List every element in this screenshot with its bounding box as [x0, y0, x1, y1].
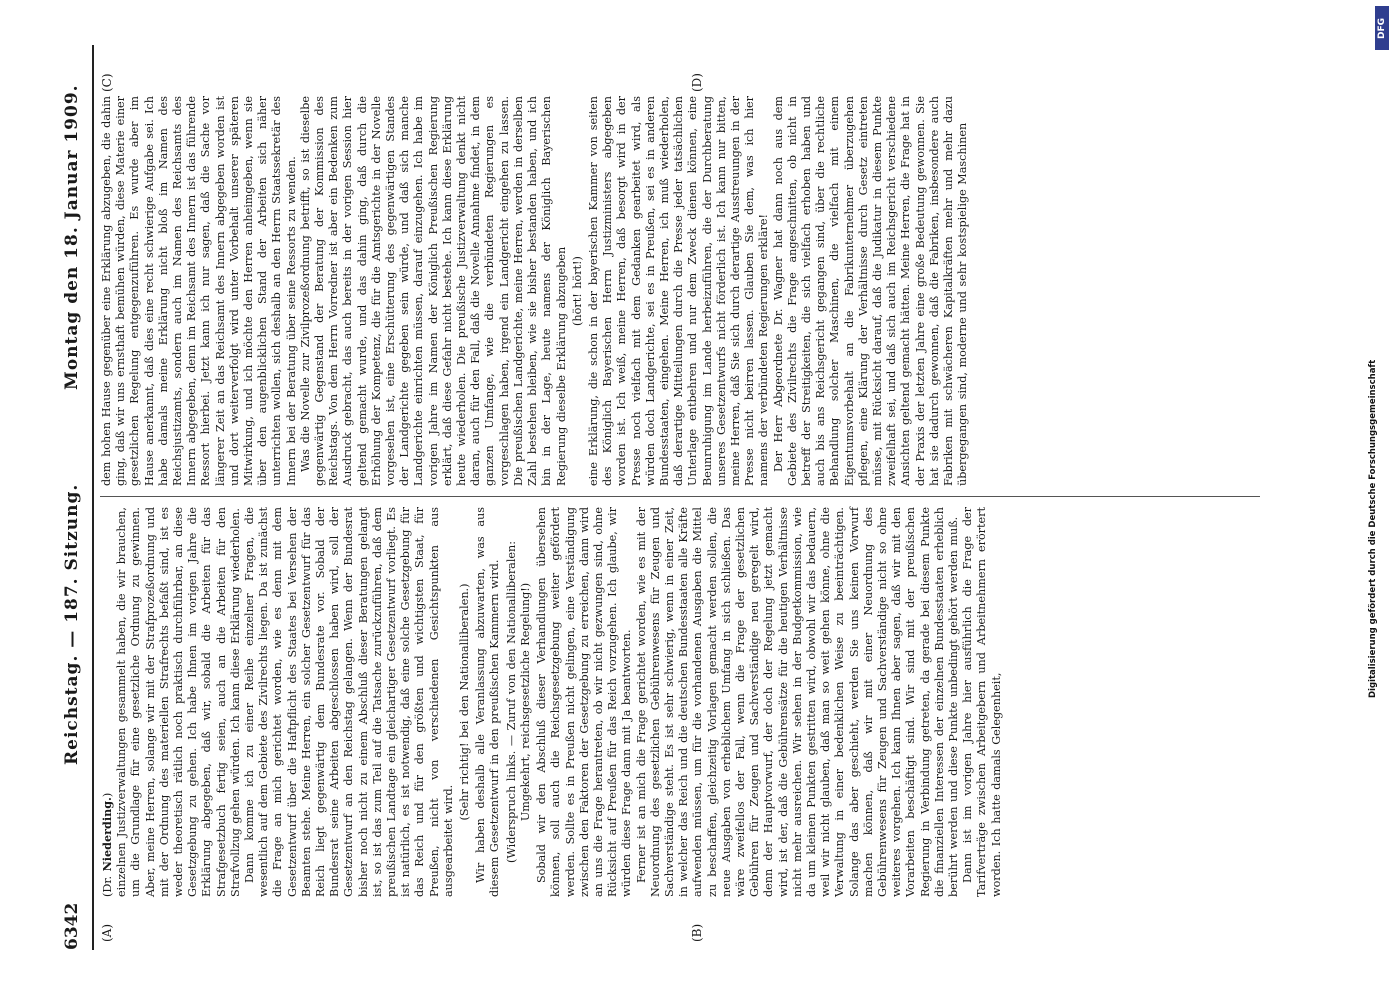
margin-marker-c: (C) [100, 73, 114, 92]
left-column [100, 507, 1360, 897]
margin-marker-d: (D) [690, 73, 704, 92]
paragraph: eine Erklärung, die schon in der bayerischen Kammer von seiten des Königlich Bayerischen Herrn Justizministers abgegeben worden ist. Ich weiß, meine Herren, daß besorgt wird in der Presse noch vielfach mit dem Gedanken gearbeitet wird, als würden doch Landgerichte, sei es in Preußen, sei es in anderen Bundesstaaten, eingehen. Meine Herren, ich muß wiederholen, daß derartige Mitteilungen durch die Presse jeder tatsächlichen Unterlage entbehren und nur dem Zweck dienen können, eine Beunruhigung im Lande herbeizuführen, die der Durchberatung unseres Gesetzentwurfs nicht förderlich ist. Ich kann nur bitten, meine Herren, daß Sie sich durch derartige Ausstreuungen in der Presse nicht beirren lassen. Glauben Sie dem, was ich hier namens der verbündeten Regierungen erkläre! [586, 96, 771, 486]
paragraph: Ferner ist an mich die Frage gerichtet worden, wie es mit der Neuordnung des gesetzlichen Gebührenwesens für Zeugen und Sachverständige steht. Es ist sehr schwierig, wenn in einer Zeit, in welcher das Reich und die deutschen Bundesstaaten alle Kräfte aufwenden müssen, um für die vorhandenen Ausgaben die Mittel zu beschaffen, gleichzeitig Vorlagen gemacht werden sollen, die neue Ausgaben von erheblichem Umfang in sich schließen. Das wäre zweifellos der Fall, wenn die Frage der gesetzlichen Gebühren für Zeugen und Sachverständige neu geregelt wird, denn der Hauptvorwurf, der doch der Regelung jetzt gemacht wird, ist der, daß die Gebührensätze für die heutigen Verhältnisse nicht mehr ausreichen. Wir sehen in der Budgetkommission, wie da um kleinen Punkten gestritten wird, obwohl wir das bedauern, weil wir nicht glauben, daß man so weit gehen könne, ohne die Verwaltung in einer bedenklichen Weise zu beeinträchtigen. Solange das aber geschieht, werden Sie uns keinen Vorwurf machen können, daß wir mit einer Neuordnung des Gebührenwesens für Zeugen und Sachverständige nicht so ohne weiteres vorgehen. Ich kann Ihnen aber sagen, daß wir mit den Vorarbeiten beschäftigt sind. Wir sind mit der preußischen Regierung in Verbindung getreten, da gerade bei diesem Punkte die finanziellen Interessen der einzelnen Bundesstaaten erheblich berührt werden und diese Punkte unbedingt gehört werden muß. [634, 507, 960, 897]
column-separator [100, 496, 1260, 497]
right-column [100, 96, 1360, 486]
header-rule [92, 45, 94, 950]
margin-marker-a: (A) [100, 923, 114, 942]
paragraph: Sobald wir den Abschluß dieser Verhandlungen übersehen können, soll auch die Reichsgesetzgebung weiter gefördert werden. Sollte es in Preußen nicht gelingen, eine Verständigung zwischen den Faktoren der Gesetzgebung zu erreichen, dann wird an uns die Frage herantreten, ob wir nicht gezwungen sind, ohne Rücksicht auf Preußen für das Reich vorzugehen. Ich glaube, wir würden diese Frage dann mit Ja beantworten. [535, 507, 634, 897]
page-header [58, 50, 88, 950]
interjection: (hört! hört!) [570, 256, 584, 326]
paragraph: dem hohen Hause gegenüber eine Erklärung abzugeben, die dahin ging, daß wir uns ernsthaft bemühen würden, diese Materie einer gesetzlichen Regelung entgegenzuführen. Es wurde aber im Hause anerkannt, daß dies eine recht schwierige Aufgabe sei. Ich habe damals meine Erklärung nicht bloß im Namen des Reichsjustizamts, sondern auch im Namen des Reichsamts des Innern abgegeben, denn im Reichsamt des Innern ist das führende Ressort hierbei. Jetzt kann ich nur sagen, daß die Sache vor längerer Zeit an das Reichsamt des Innern abgegeben worden ist und dort weiterverfolgt wird unter Vorbehalt unserer späteren Mitwirkung, und ich möchte den Herren anheimgeben, wenn sie über den augenblicklichen Stand der Arbeiten sich näher unterrichten wollen, sich deshalb an den Herrn Staatssekretär des Innern bei der Beratung über seine Ressorts zu wenden. [100, 96, 298, 486]
paragraph: Was die Novelle zur Zivilprozeßordnung betrifft, so ist dieselbe gegenwärtig Gegenstand der Beratung der Kommission des Reichstags. Von dem Herrn Vorredner ist aber ein Bedenken zum Ausdruck gebracht, das auch bereits in der vorigen Session hier geltend gemacht wurde, und das dahin ging, daß durch die Erhöhung der Kompetenz, die für die Amtsgerichte in der Novelle vorgesehen ist, eine Erschütterung des gegenwärtigen Standes der Landgerichte gegeben sein würde, und daß sich manche Landgerichte einrichten müssen, darauf einzugehen. Ich habe im vorigen Jahre im Namen der Königlich Preußischen Regierung erklärt, daß diese Gefahr nicht bestehe. Ich kann diese Erklärung heute wiederholen. Die preußische Justizverwaltung denkt nicht daran, auch für den Fall, daß die Novelle Annahme findet, in dem ganzen Umfange, wie die verbündeten Regierungen es vorgeschlagen haben, irgend ein Landgericht eingehen zu lassen. Die preußischen Landgerichte, meine Herren, werden in derselben Zahl bestehen bleiben, wie sie bisher bestanden haben, und ich bin in der Lage, heute namens der Königlich Bayerischen Regierung dieselbe Erklärung abzugeben [298, 96, 568, 486]
paragraph: Wir haben deshalb alle Veranlassung abzuwarten, was aus diesem Gesetzentwurf in den preußischen Kammern wird. [474, 507, 502, 897]
paragraph: einzelnen Justizverwaltungen gesammelt haben, die wir brauchen, um die Grundlage für eine gesetzliche Ordnung zu gewinnen. Aber, meine Herren, solange wir mit der Strafprozeßordnung und mit der Ordnung des materiellen Strafrechts befaßt sind, ist es weder theoretisch rätlich noch praktisch durchführbar, an diese Gesetzgebung zu gehen. Ich habe Ihnen im vorigen Jahre die Erklärung abgegeben, daß wir, sobald die Arbeiten für das Strafgesetzbuch fertig seien, auch an die Arbeiten für den Strafvollzug gehen würden. Ich kann diese Erklärung wiederholen. [115, 507, 242, 897]
paragraph: Der Herr Abgeordnete Dr. Wagner hat dann noch aus dem Gebiete des Zivilrechts die Frage angeschnitten, ob nicht in betreff der Streitigkeiten, die sich vielfach erhoben haben und auch bis ans Reichsgericht gegangen sind, über die rechtliche Behandlung solcher Maschinen, die vielfach mit einem Eigentumsvorbehalt an die Fabrikunternehmer überzugehen pflegen, eine Klärung der Verhältnisse durch Gesetz eintreten müsse, mit Rücksicht darauf, daß die Judikatur in diesem Punkte zweifelhaft sei, und daß sich auch im Reichsgericht verschiedene Ansichten geltend gemacht hätten. Meine Herren, die Frage hat in der Praxis der letzten Jahre eine große Bedeutung gewonnen. Sie hat sie dadurch gewonnen, daß die Fabriken, insbesondere auch Fabriken mit schwächeren Kapitalkräften mehr und mehr dazu übergegangen sind, moderne und sehr kostspielige Maschinen [771, 96, 970, 486]
margin-marker-b: (B) [690, 923, 704, 942]
interjection: (Widerspruch links. — Zuruf von den Nationalliberalen: Umgekehrt, reichsgesetzliche Regelung!) [504, 540, 532, 864]
paragraph: Dann komme ich zu einer Reihe einzelner Fragen, die wesentlich auf dem Gebiete des Zivilrechts liegen. Da ist zunächst die Frage an mich gerichtet worden, wie es denn mit dem Gesetzentwurf über die Haftpflicht des Staates bei Versehen der Beamten stehe. Meine Herren, ein solcher Gesetzentwurf für das Reich liegt gegenwärtig dem Bundesrate vor. Sobald der Bundesrat seine Arbeiten abgeschlossen haben wird, soll der Gesetzentwurf an den Reichstag gelangen. Wenn der Bundesrat bisher noch nicht zu einem Abschluß dieser Beratungen gelangt ist, so ist das zum Teil auf die Tatsache zurückzuführen, daß dem preußischen Landtage ein gleichartiger Gesetzentwurf vorliegt. Es ist natürlich, es ist notwendig, daß eine solche Gesetzgebung für das Reich und für den größten und wichtigsten Staat, für Preußen, nicht von verschiedenen Gesichtspunkten aus ausgearbeitet wird. [243, 507, 455, 897]
digitization-credit: Digitalisierung gefördert durch die Deutsche Forschungsgemeinschaft [1368, 359, 1378, 698]
interjection: (Sehr richtig! bei den Nationalliberalen.) [458, 583, 472, 821]
page-number: 6342 [62, 902, 82, 950]
paragraph: Dann ist im vorigen Jahre hier ausführlich die Frage der Tarifverträge zwischen Arbeitgebern und Arbeitnehmern erörtert worden. Ich hatte damals Gelegenheit, [961, 507, 1003, 897]
dfg-logo: DFG [1375, 6, 1389, 50]
session-date: Montag den 18. Januar 1909. [62, 84, 82, 390]
speaker-line: (Dr. Niederding.) [100, 792, 114, 897]
speaker-name: Niederding. [100, 797, 114, 872]
session-title: Reichstag. — 187. Sitzung. [62, 483, 82, 765]
